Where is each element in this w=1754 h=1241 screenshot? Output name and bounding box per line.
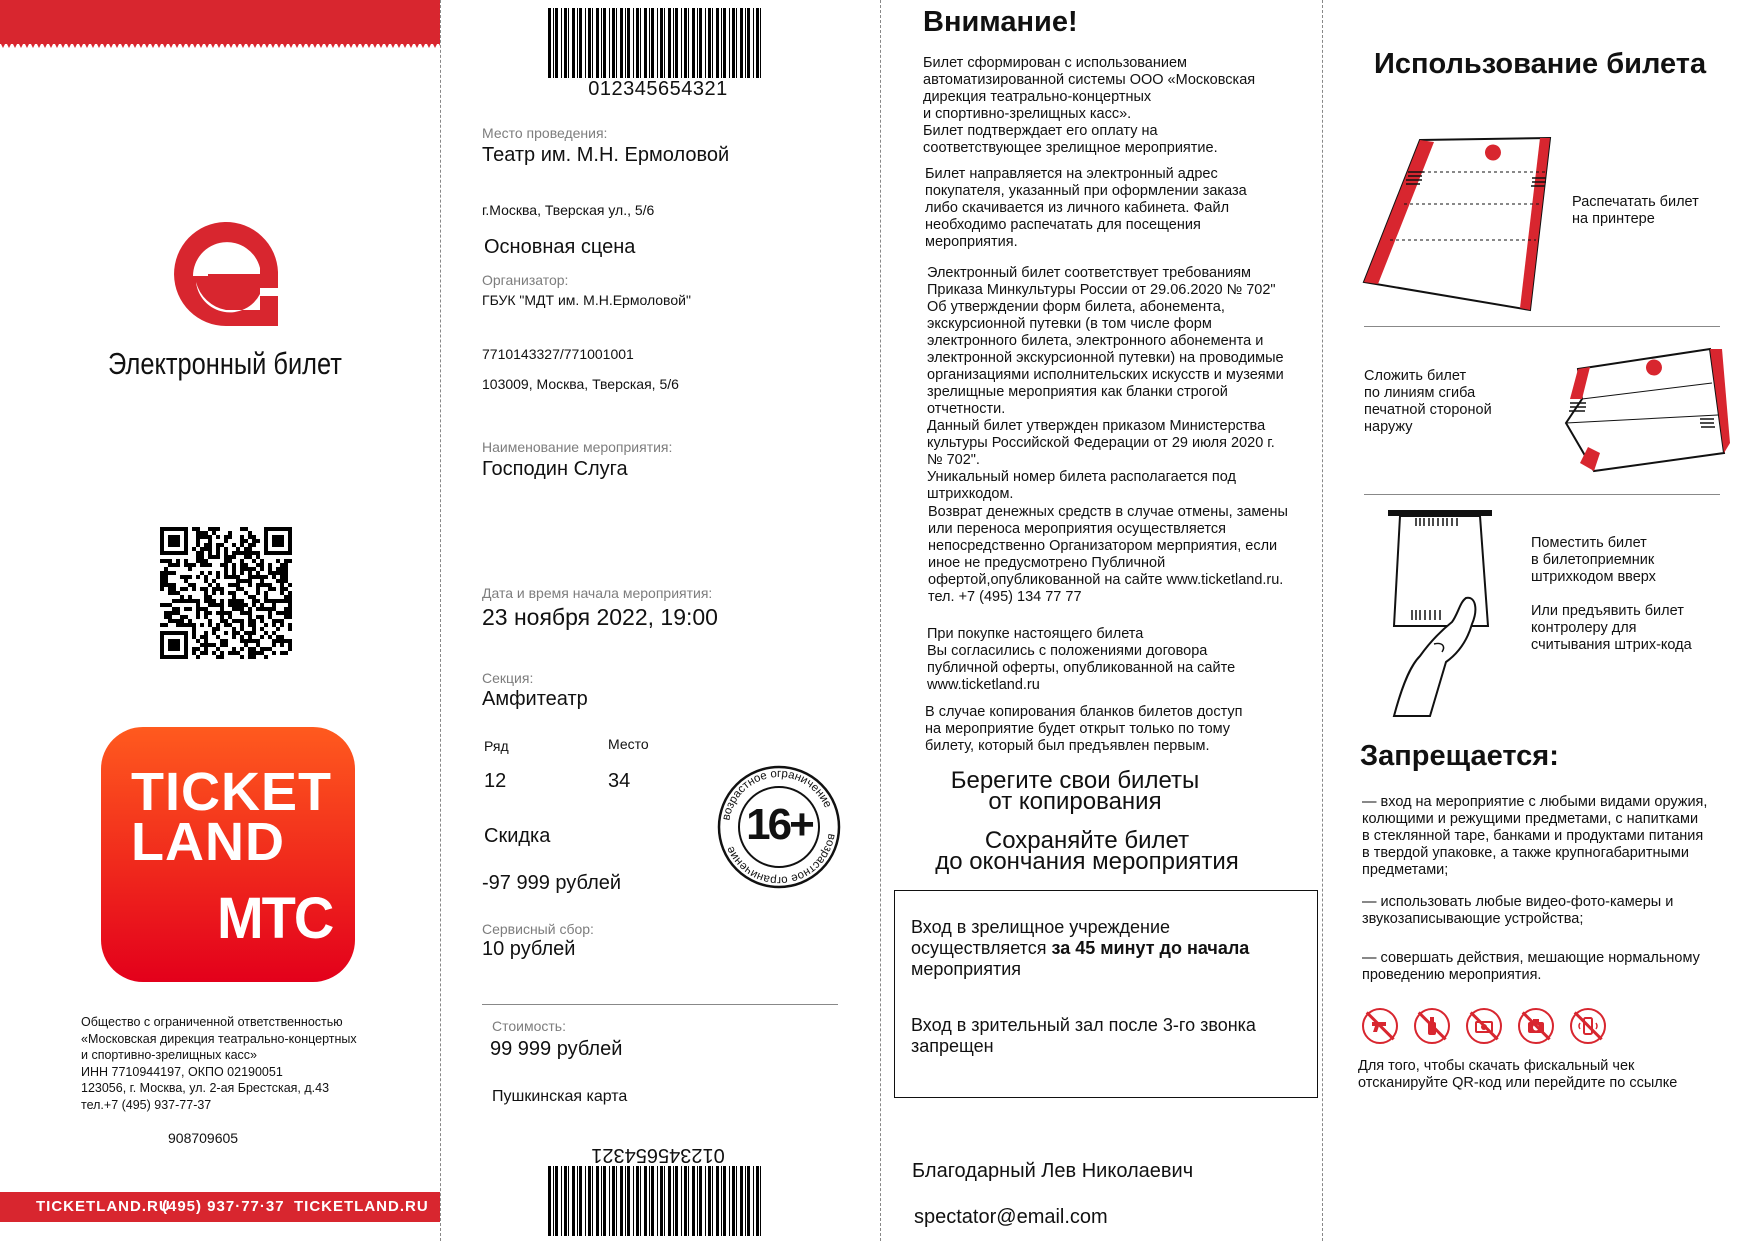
fiscal-receipt-note: Для того, чтобы скачать фискальный чек отсканируйте QR-код или перейдите по ссылке (1358, 1058, 1678, 1091)
age-rating: 16+ (746, 800, 812, 849)
entry-rule-time (911, 917, 1249, 980)
footer-phone: (495) 937·77·37 (162, 1198, 285, 1215)
footer-site-link[interactable]: TICKETLAND.RU (36, 1198, 171, 1215)
slogan-keep: Сохраняйте билет до окончания мероприятия (935, 827, 1239, 875)
qr-code[interactable] (160, 527, 292, 659)
age-rating-badge (716, 764, 842, 890)
row-value: 12 (484, 770, 507, 792)
footer-site-link-2[interactable]: TICKETLAND.RU (294, 1198, 429, 1215)
holder-name: Благодарный Лев Николаевич (912, 1160, 1194, 1182)
attention-p5: При покупке настоящего билета Вы согласились с положениями договора публичной оферты, опубликованной на сайте www.ticketland.ru (927, 626, 1236, 693)
forbidden-title: Запрещается: (1360, 740, 1559, 772)
venue-label: Место проведения: (482, 125, 608, 141)
price-value: 99 999 рублей (490, 1038, 623, 1060)
fold-ticket-illustration (1560, 343, 1730, 473)
entry-rule-time-bold: за 45 минут до начала (1051, 938, 1250, 958)
usage-divider-2 (1364, 494, 1720, 495)
barcode-bottom (548, 1166, 768, 1236)
logo-caption: Электронный билет (108, 346, 342, 381)
barcode-number-bottom: 012345654321 (591, 1144, 725, 1166)
fold-line-3 (1322, 0, 1323, 1241)
venue-address: г.Москва, Тверская ул., 5/6 (482, 202, 655, 218)
e-ticket-logo-icon (168, 216, 286, 328)
section-value: Амфитеатр (482, 688, 588, 710)
print-ticket-illustration (1360, 132, 1560, 320)
age-ring-text-2: возрастное ограничение (724, 832, 838, 887)
attention-p4: Возврат денежных средств в случае отмены, замены или переноса мероприятия осуществляется непосредственно Организатором мерприятия, если иное не предусмотрено Публичной офертой,опубликованной на сайте www.ticketland.ru. тел. +7 (495) 134 77 77 (928, 504, 1288, 605)
forbidden-rule-2: — использовать любые видео-фото-камеры и звукозаписывающие устройства; (1362, 894, 1674, 927)
zigzag-edge (0, 42, 440, 50)
no-video-camera-icon (1466, 1008, 1502, 1044)
event-datetime: 23 ноября 2022, 19:00 (482, 604, 718, 630)
fold-line-1 (440, 0, 441, 1241)
attention-p6: В случае копирования бланков билетов доступ на мероприятие будет открыт только по тому билету, который был предъявлен первым. (925, 704, 1243, 754)
footer-strip (0, 1192, 440, 1222)
usage-step2: Сложить билет по линиям сгиба печатной стороной наружу (1364, 368, 1492, 435)
datetime-label: Дата и время начала мероприятия: (482, 585, 713, 601)
usage-step1: Распечатать билет на принтере (1572, 194, 1699, 227)
event-label: Наименование мероприятия: (482, 439, 673, 455)
attention-title: Внимание! (923, 6, 1078, 38)
event-name: Господин Слуга (482, 458, 628, 480)
ticketland-mts-logo (101, 727, 355, 982)
no-bottles-icon (1414, 1008, 1450, 1044)
seat-label: Место (608, 736, 649, 752)
no-photo-camera-icon (1518, 1008, 1554, 1044)
organizer-ids: 7710143327/771001001 (482, 346, 634, 362)
forbidden-rule-3: — совершать действия, мешающие нормальному проведению мероприятия. (1362, 950, 1700, 983)
section-label: Секция: (482, 670, 534, 686)
brand-mts: МТС (217, 884, 333, 951)
fee-value: 10 рублей (482, 938, 576, 960)
attention-p3: Электронный билет соответствует требованиям Приказа Минкультуры России от 29.06.2020 № 702" Об утверждении форм билета, абонемента, экскурсионной путевки (в том числе форм электронного билета, электронного абонемента и электронной экскурсионной путевки) на проводимые организациями исполнительских искусств и музеями зрелищные мероприятия как бланки строгой отчетности. Данный билет утвержден приказом Министерства культуры Российской Федерации от 29 июля 2020 г. № 702". Уникальный номер билета располагается под штрихкодом. (927, 265, 1284, 502)
no-phone-icon (1570, 1008, 1606, 1044)
venue-name: Театр им. М.Н. Ермоловой (482, 144, 730, 166)
attention-p2: Билет направляется на электронный адрес покупателя, указанный при оформлении заказа либо скачивается из личного кабинета. Файл необходимо распечатать для посещения мероприятия. (925, 166, 1247, 250)
organizer-label: Организатор: (482, 272, 569, 288)
age-ring-text: возрастное ограничение (720, 767, 834, 822)
insert-ticket-illustration (1380, 506, 1500, 736)
usage-divider-1 (1364, 326, 1720, 327)
seat-value: 34 (608, 770, 631, 792)
top-red-strip (0, 0, 440, 44)
stage-name: Основная сцена (484, 236, 636, 258)
entry-rule-time-post: мероприятия (911, 959, 1022, 979)
organizer-address: 103009, Москва, Тверская, 5/6 (482, 376, 679, 392)
usage-step3b: Или предъявить билет контролеру для считывания штрих-кода (1531, 603, 1692, 653)
brand-word-ticket: TICKET (131, 762, 332, 822)
fold-line-2 (880, 0, 881, 1241)
price-label: Стоимость: (492, 1018, 566, 1034)
entry-rules-box (894, 890, 1318, 1098)
fee-label: Сервисный сбор: (482, 921, 594, 937)
attention-p1: Билет сформирован с использованием автоматизированной системы ООО «Московская дирекция театрально-концертных и спортивно-зрелищных касс». Билет подтверждает его оплату на соответствующее зрелищное мероприятие. (923, 55, 1256, 156)
usage-title: Использование билета (1374, 48, 1707, 80)
barcode-number-top: 012345654321 (588, 78, 728, 100)
organizer-name: ГБУК "МДТ им. М.Н.Ермоловой" (482, 292, 691, 308)
usage-step3: Поместить билет в билетоприемник штрихкодом вверх (1531, 535, 1656, 585)
price-divider (482, 1004, 838, 1005)
entry-rule-bell: Вход в зрительный зал после 3-го звонка запрещен (911, 1015, 1256, 1056)
slogan-copy: Берегите свои билеты от копирования (950, 767, 1200, 815)
company-code: 908709605 (168, 1130, 239, 1146)
holder-email[interactable]: spectator@email.com (914, 1206, 1108, 1228)
discount-label: Скидка (484, 825, 551, 847)
barcode-top (548, 8, 768, 78)
no-weapons-icon (1362, 1008, 1398, 1044)
entry-rule-time-pre: Вход в зрелищное учреждение осуществляется (911, 917, 1171, 958)
forbidden-rule-1: — вход на мероприятие с любыми видами оружия, колющими и режущими предметами, с напитками в стеклянной таре, банками и продуктами питания в твердой упаковке, а также крупногабаритными предметами; (1362, 794, 1708, 878)
row-label: Ряд (484, 738, 509, 754)
company-info: Общество с ограниченной ответственностью «Московская дирекция театрально-концертных и спортивно-зрелищных касс» ИНН 7710944197, ОКПО 02190051 123056, г. Москва, ул. 2-ая Брестская, д.43 тел.+7 (495) 937-77-37 (81, 1015, 357, 1112)
discount-value: -97 999 рублей (482, 872, 622, 894)
brand-word-land: LAND (131, 812, 285, 872)
pushkin-card: Пушкинская карта (492, 1088, 628, 1105)
